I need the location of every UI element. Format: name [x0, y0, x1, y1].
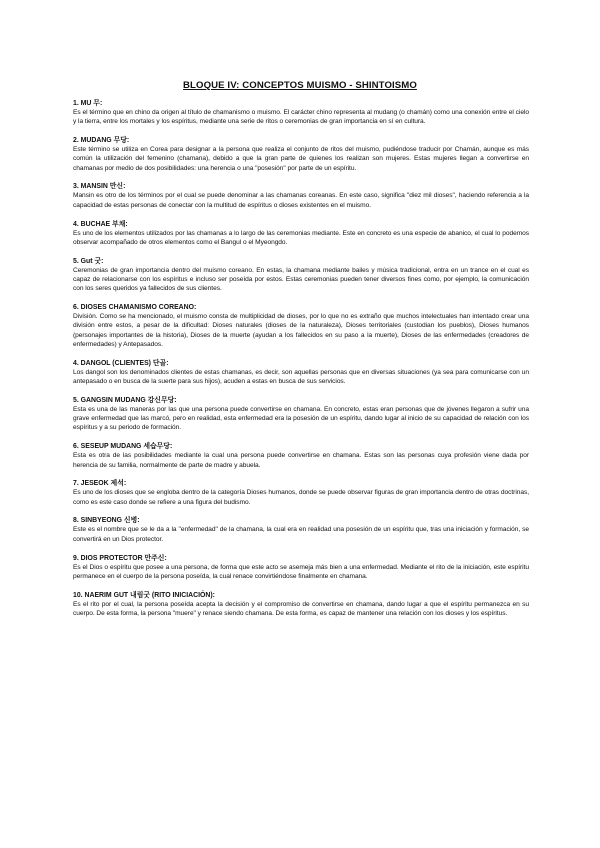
section-paragraph: Es el término que en chino da origen al título de chamanismo o muismo. El carácter chino representa al mudang (o chamán) como una conexión entre el cielo y la tierra, entre los mortales y los espíritus, mediante una serie de ritos o ceremonias de gran importancia en sí en cultura. — [73, 109, 529, 126]
section-sinbyeong — [73, 516, 529, 544]
section-heading: 9. DIOS PROTECTOR 만주신: — [73, 554, 167, 562]
document-body — [73, 99, 529, 628]
section-paragraph: Es uno de los elementos utilizados por las chamanas a lo largo de las ceremonias mediante. Este en concreto es una especie de abanico, el cual lo podemos observar acompañado de otros elementos como el Bangul o el Myeongdo. — [73, 229, 529, 246]
section-heading: 4. DANGOL (CLIENTES) 단골: — [73, 359, 169, 367]
section-heading: 6. SESEUP MUDANG 세습무당: — [73, 443, 173, 451]
section-mudang — [73, 136, 529, 173]
section-paragraph: Esta es una de las maneras por las que una persona puede convertirse en chamana. En concreto, estas eran personas que de jóvenes llegaron a sufrir una grave enfermedad que las marcó, pero en realidad, esta enfermedad era la posesión de un espíritu, dando lugar al inicio de su capacidad de relación con los espíritus y a su periodo de formación. — [73, 405, 529, 432]
section-dioses-chamanismo — [73, 303, 529, 349]
section-paragraph: División. Como se ha mencionado, el muismo consta de multiplicidad de dioses, por lo que no es extraño que muchos intelectuales han intentado crear una división entre estos, a pesar de la dificultad: Dioses naturales (dioses de la naturaleza), Dioses territoriales (custodian los pueblos), Dioses humanos (personajes importantes de la historia), Dioses de la muerte (ayudan a los fallecidos en su paso a la muerte), Dioses de las enfermedades (creadores de enfermedades) y Antepasados. — [73, 313, 529, 348]
section-buchae — [73, 220, 529, 248]
section-heading: 5. GANGSIN MUDANG 강신무당: — [73, 396, 177, 404]
section-seseup-mudang — [73, 442, 529, 470]
section-paragraph: Es el Dios o espíritu que posee a una persona, de forma que este acto se asemeja más bien a una enfermedad. Mediante el rito de la iniciación, este espíritu permanece en el cuerpo de la persona poseída, la cual renace convirtiéndose finalmente en chamana. — [73, 563, 529, 580]
section-jeseok — [73, 479, 529, 507]
section-dangol — [73, 359, 529, 387]
section-dios-protector — [73, 554, 529, 582]
section-paragraph: Es uno de los dioses que se engloba dentro de la categoría Dioses humanos, donde se puede observar figuras de gran importancia dentro de otras doctrinas, como es este caso donde se refiere a una figura del budismo. — [73, 489, 529, 506]
section-mu — [73, 99, 529, 127]
section-paragraph: Ceremonias de gran importancia dentro del muismo coreano. En estas, la chamana mediante bailes y música tradicional, entra en un trance en el cual es capaz de relacionarse con los espíritus e incluso ser poseída por estos. Estas ceremonias pueden tener diversos fines como, por ejemplo, la comunicación con los seres queridos ya fallecidos de sus clientes. — [73, 266, 529, 293]
section-paragraph: Este es el nombre que se le da a la "enfermedad" de la chamana, la cual era en realidad una posesión de un espíritu que, tras una iniciación y formación, se convertirá en un Dios protector. — [73, 526, 529, 543]
section-naerim-gut — [73, 591, 529, 619]
section-heading: 5. Gut 굿: — [73, 257, 104, 265]
page-title: BLOQUE IV: CONCEPTOS MUISMO - SHINTOISMO — [183, 80, 417, 91]
section-heading: 10. NAERIM GUT 내림굿 (RITO INICIACIÓN): — [73, 591, 215, 599]
section-paragraph: Este término se utiliza en Corea para designar a la persona que realiza el conjunto de ritos del muismo, pudiéndose traducir por Chamán, aunque es más común la utilización del femenino (chamana), debido a que la gran parte de quienes los realizan son mujeres. Estas mujeres llegan a convertirse en chamanas por medio de dos posibilidades: una herencia o una "posesión" por parte de un espíritu. — [73, 146, 529, 172]
section-heading: 1. MU 무: — [73, 100, 103, 107]
section-heading: 4. BUCHAE 부채: — [73, 220, 128, 228]
section-heading: 3. MANSIN 만신: — [73, 183, 126, 191]
section-mansin — [73, 182, 529, 210]
section-paragraph: Los dangol son los denominados clientes de estas chamanas, es decir, son aquellas personas que en diversas situaciones (ya sea para comunicarse con un antepasado o en busca de la suerte para sus hijos), acuden a estas en busca de sus servicios. — [73, 368, 529, 386]
section-gut — [73, 257, 529, 294]
section-heading: 2. MUDANG 무당: — [73, 137, 130, 145]
section-paragraph: Esta es otra de las posibilidades mediante la cual una persona puede convertirse en chamana. Estas son las personas cuya profesión viene dada por herencia de su familia, normalmente de parte de madre y abuela. — [73, 452, 529, 469]
section-heading: 7. JESEOK 제석: — [73, 480, 127, 488]
section-gangsin-mudang — [73, 396, 529, 433]
section-heading: 8. SINBYEONG 신병: — [73, 517, 140, 525]
section-heading: 6. DIOSES CHAMANISMO COREANO: — [73, 304, 197, 312]
section-paragraph: Es el rito por el cual, la persona poseída acepta la decisión y el compromiso de convertirse en chamana, dando lugar a que el espíritu permanezca en su cuerpo. De esta forma, la persona "muere" y renace siendo chamana. De esta forma, es capaz de mantener una relación con los dioses y los espíritus. — [73, 600, 529, 617]
section-paragraph: Mansin es otro de los términos por el cual se puede denominar a las chamanas coreanas. En este caso, significa "diez mil dioses", haciendo referencia a la capacidad de estas personas de conectar con la multitud de espíritus o dioses existentes en el muismo. — [73, 192, 529, 209]
